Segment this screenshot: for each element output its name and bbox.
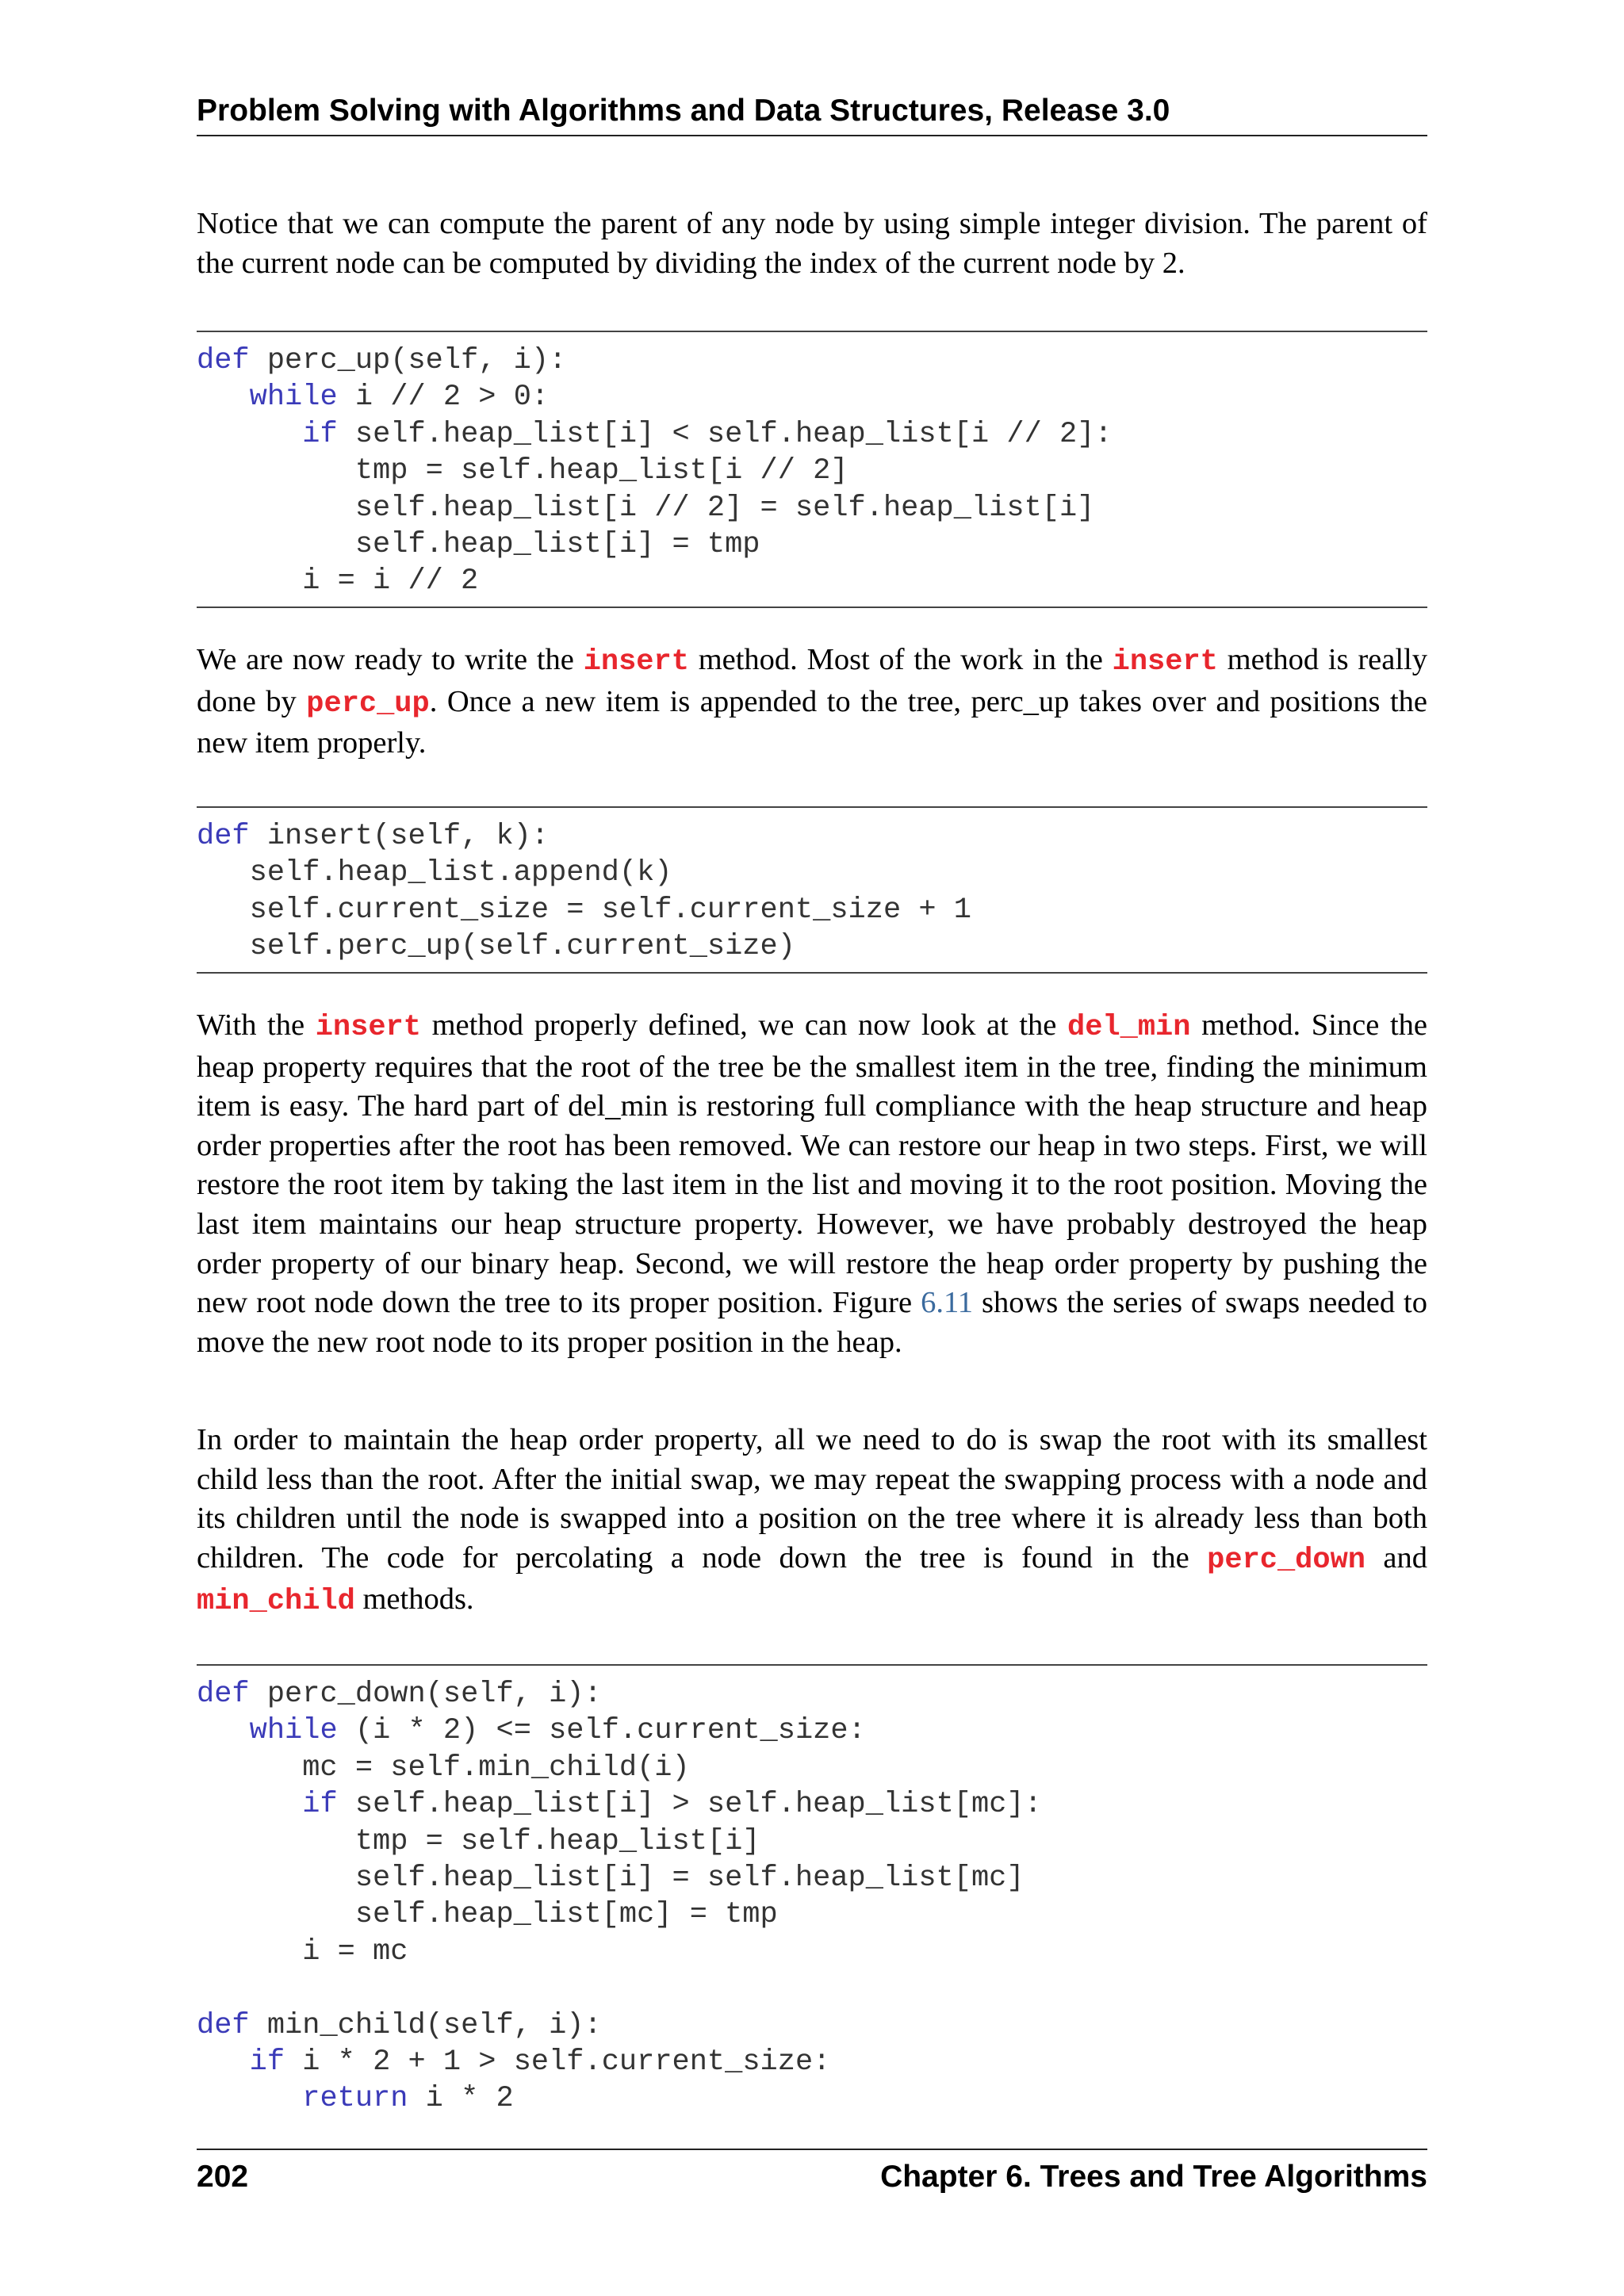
code-token	[197, 2082, 302, 2115]
code-token: insert(self, k):	[249, 820, 550, 853]
text-run: methods.	[354, 1582, 474, 1617]
code-line	[197, 1750, 1427, 1786]
running-footer	[197, 2149, 1427, 2199]
code-keyword: def	[197, 344, 250, 377]
text-run: method properly defined, we can now look at the	[420, 1008, 1068, 1042]
inline-code-insert: insert	[1112, 645, 1218, 679]
code-keyword: def	[197, 820, 250, 853]
code-token: perc_up(self, i):	[249, 344, 567, 377]
code-line	[197, 563, 1427, 599]
code-line	[197, 1860, 1427, 1896]
inline-code-insert: insert	[583, 645, 689, 679]
code-token: self.heap_list[mc] = tmp	[197, 1898, 778, 1932]
code-block-perc-up	[197, 331, 1427, 608]
code-token: tmp = self.heap_list[i // 2]	[197, 454, 848, 488]
code-keyword: while	[249, 381, 338, 415]
code-token: self.heap_list[i] > self.heap_list[mc]:	[337, 1788, 1042, 1822]
code-token: self.heap_list[i] = self.heap_list[mc]	[197, 1862, 1025, 1896]
code-line	[197, 416, 1427, 453]
code-keyword: if	[249, 2045, 285, 2080]
code-keyword: if	[302, 1788, 338, 1822]
code-line	[197, 342, 1427, 379]
code-keyword: def	[197, 1678, 250, 1711]
inline-code-perc-up: perc_up	[306, 687, 430, 721]
code-token: i = mc	[197, 1934, 408, 1969]
code-token: i * 2 + 1 > self.current_size:	[285, 2045, 831, 2080]
code-line	[197, 379, 1427, 415]
paragraph-insert-method	[197, 641, 1427, 763]
code-line	[197, 892, 1427, 928]
chapter-title: Chapter 6. Trees and Tree Algorithms	[880, 2160, 1427, 2194]
text-run: shows the series of swaps needed to move the new root node to its proper position in the heap.	[197, 1286, 1427, 1359]
code-token: self.heap_list.append(k)	[197, 856, 672, 890]
code-line	[197, 1676, 1427, 1712]
code-line	[197, 1712, 1427, 1749]
code-keyword: def	[197, 2008, 250, 2042]
code-token: i * 2	[408, 2082, 514, 2116]
text-run: and	[1365, 1540, 1428, 1575]
code-token	[197, 418, 302, 451]
inline-code-del-min: del_min	[1067, 1011, 1191, 1044]
code-token	[197, 2045, 250, 2079]
code-token: i = i // 2	[197, 564, 479, 599]
figure-link[interactable]: 6.11	[921, 1286, 974, 1320]
inline-code-perc-down: perc_down	[1207, 1543, 1365, 1577]
text-run: With the	[197, 1008, 316, 1042]
text-run: method. Most of the work in the	[688, 643, 1113, 676]
code-line	[197, 928, 1427, 965]
code-token	[197, 381, 250, 414]
paragraph-del-min	[197, 1006, 1427, 1362]
code-line	[197, 855, 1427, 891]
text-run: method is really done by	[197, 643, 1427, 718]
code-keyword: if	[302, 417, 338, 451]
code-block-perc-down	[197, 1664, 1427, 2124]
text-run: . Once a new item is appended to the tree, perc_up takes over and positions the new item properly.	[197, 684, 1427, 760]
code-token: tmp = self.heap_list[i]	[197, 1824, 760, 1858]
code-line	[197, 1970, 1427, 2007]
code-token: (i * 2) <= self.current_size:	[337, 1714, 866, 1748]
code-token: min_child(self, i):	[249, 2008, 602, 2042]
page-number: 202	[197, 2160, 249, 2194]
code-token: self.heap_list[i] < self.heap_list[i // 2]:	[337, 417, 1113, 451]
paragraph-heap-order	[197, 1421, 1427, 1622]
code-perc-down	[197, 1676, 1427, 2118]
code-line	[197, 2080, 1427, 2117]
code-perc-up	[197, 342, 1427, 600]
code-line	[197, 2007, 1427, 2044]
code-line	[197, 526, 1427, 563]
document-page	[197, 0, 1427, 2296]
code-token: mc = self.min_child(i)	[197, 1751, 690, 1785]
code-token: perc_down(self, i):	[249, 1678, 602, 1711]
code-token: self.heap_list[i] = tmp	[197, 528, 760, 562]
code-token	[197, 1714, 250, 1747]
code-insert	[197, 818, 1427, 966]
code-line	[197, 2044, 1427, 2080]
text-run: method. Since the heap property requires that the root of the tree be the smallest item in the tree, finding the minimum item is easy. The hard part of del_min is restoring full compliance with the heap structure and heap order properties after the root has been removed. We can restore our heap in two steps. First, we will restore the root item by taking the last item in the list and moving it to the root position. Moving the last item maintains our heap structure property. However, we have probably destroyed the heap order property of our binary heap. Second, we will restore the heap order property by pushing the new root node down the tree to its proper position. Figure	[197, 1008, 1427, 1320]
running-header: Problem Solving with Algorithms and Data Structures, Release 3.0	[197, 89, 1427, 136]
code-line	[197, 1934, 1427, 1970]
code-line	[197, 1823, 1427, 1860]
text-run: In order to maintain the heap order property, all we need to do is swap the root with its smallest child less than the root. After the initial swap, we may repeat the swapping process with a node and its children until the node is swapped into a position on the tree where it is already less than both children. The code for percolating a node down the tree is found in the	[197, 1423, 1427, 1575]
code-keyword: return	[302, 2082, 408, 2116]
code-token: i // 2 > 0:	[337, 381, 550, 415]
code-line	[197, 1896, 1427, 1933]
code-line	[197, 453, 1427, 489]
code-line	[197, 1786, 1427, 1823]
code-token	[197, 1788, 302, 1821]
inline-code-insert: insert	[315, 1011, 421, 1044]
paragraph-parent-computation: Notice that we can compute the parent of any node by using simple integer division. The parent of the current node can be computed by dividing the index of the current node by 2.	[197, 207, 1427, 280]
code-keyword: while	[249, 1714, 338, 1748]
code-line	[197, 490, 1427, 526]
code-line	[197, 818, 1427, 855]
code-token: self.perc_up(self.current_size)	[197, 930, 795, 964]
inline-code-min-child: min_child	[197, 1585, 355, 1619]
code-token: self.current_size = self.current_size + 1	[197, 893, 971, 927]
code-token: self.heap_list[i // 2] = self.heap_list[i]	[197, 491, 1095, 525]
code-block-insert	[197, 806, 1427, 974]
text-run: We are now ready to write the	[197, 643, 584, 676]
